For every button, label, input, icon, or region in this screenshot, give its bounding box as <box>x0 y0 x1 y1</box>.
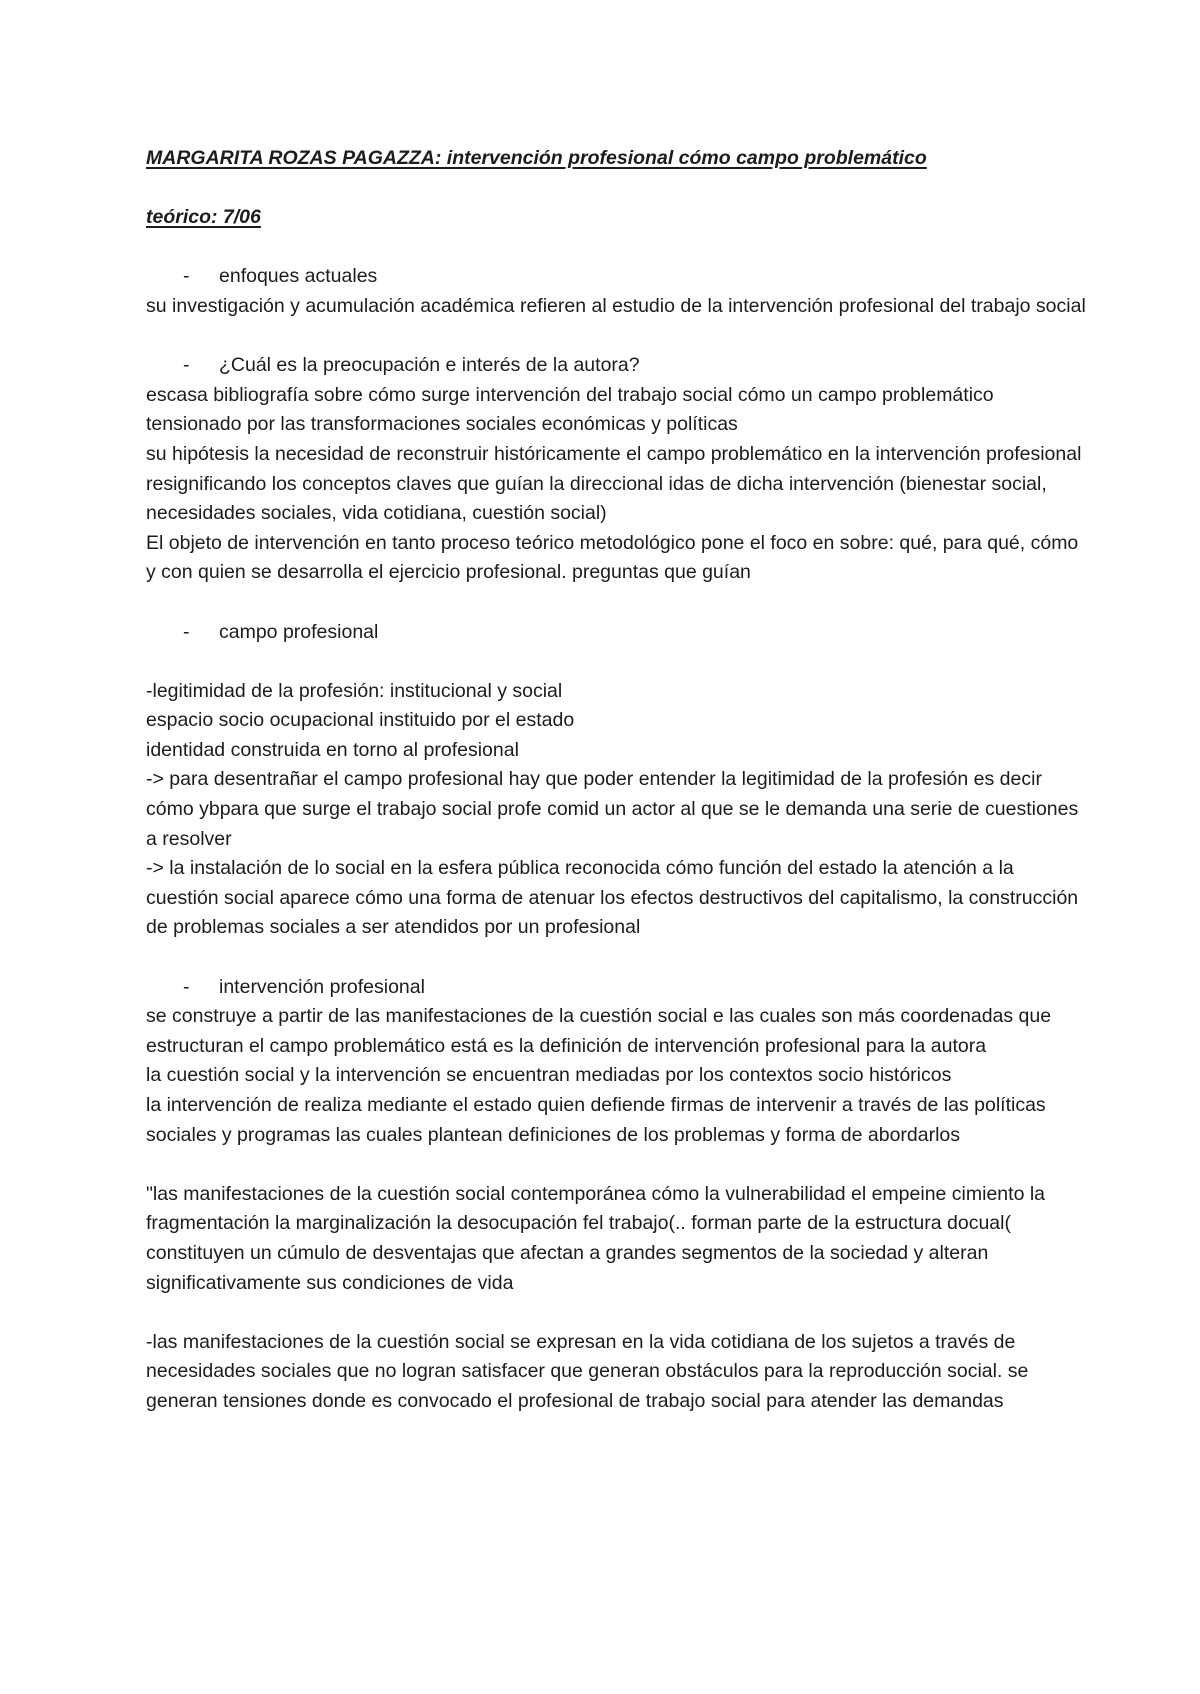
paragraph: El objeto de intervención en tanto proceso teórico metodológico pone el foco en sobre: qué, para qué, cómo y con quien se desarrolla el ejercicio profesional. preguntas que guían <box>146 531 1079 584</box>
section-heading-intervencion-profesional <box>146 973 1086 1003</box>
document-body <box>146 144 1086 1417</box>
section-heading-enfoques-actuales <box>146 262 1086 292</box>
paragraph: identidad construida en torno al profesional <box>146 738 519 761</box>
spacer <box>146 1298 1086 1328</box>
bullet-dash: - <box>183 620 190 643</box>
spacer <box>146 322 1086 352</box>
paragraph: -legitimidad de la profesión: institucional y social <box>146 679 563 702</box>
paragraph: -> la instalación de lo social en la esfera pública reconocida cómo función del estado la atención a la cuestión social aparece cómo una forma de atenuar los efectos destructivos del capitalismo, la construcción de problemas sociales a ser atendidos por un profesional <box>146 857 1079 939</box>
paragraph: escasa bibliografía sobre cómo surge intervención del trabajo social cómo un campo problemático tensionado por las transformaciones sociales económicas y políticas <box>146 383 994 436</box>
spacer <box>146 943 1086 973</box>
section-heading-text: enfoques actuales <box>219 265 378 288</box>
paragraph: su investigación y acumulación académica refieren al estudio de la intervención profesional del trabajo social <box>146 294 1086 317</box>
spacer <box>146 233 1086 263</box>
paragraph: se construye a partir de las manifestaciones de la cuestión social e las cuales son más coordenadas que estructuran el campo problemático está es la definición de intervención profesional para la autora <box>146 1005 1052 1057</box>
paragraph: la intervención de realiza mediante el estado quien defiende firmas de intervenir a través de las políticas sociales y programas las cuales plantean definiciones de los problemas y forma de abordarlos <box>146 1094 1046 1146</box>
spacer <box>146 174 1086 204</box>
paragraph: -las manifestaciones de la cuestión social se expresan en la vida cotidiana de los sujetos a través de necesidades sociales que no logran satisfacer que generan obstáculos para la reproducción social. se generan tensiones donde es convocado el profesional de trabajo social para atender las demandas <box>146 1330 1029 1412</box>
paragraph: -> para desentrañar el campo profesional hay que poder entender la legitimidad de la profesión es decir cómo ybpara que surge el trabajo social profe comid un actor al que se le demanda una serie de cuestiones a resolver <box>146 768 1079 850</box>
spacer <box>146 1150 1086 1180</box>
bullet-dash: - <box>183 975 190 998</box>
section-heading-preocupacion-autora <box>146 351 1086 381</box>
quote-paragraph: "las manifestaciones de la cuestión social contemporánea cómo la vulnerabilidad el empeine cimiento la fragmentación la marginalización la desocupación fel trabajo(.. forman parte de la estructura docual( constituyen un cúmulo de desventajas que afectan a grandes segmentos de la sociedad y alteran significativamente sus condiciones de vida <box>146 1182 1046 1294</box>
spacer <box>146 588 1086 618</box>
section-heading-campo-profesional <box>146 618 1086 648</box>
spacer <box>146 647 1086 677</box>
bullet-dash: - <box>183 265 190 288</box>
section-heading-text: intervención profesional <box>219 975 425 998</box>
bullet-dash: - <box>183 354 190 377</box>
paragraph: espacio socio ocupacional instituido por el estado <box>146 709 575 732</box>
paragraph: su hipótesis la necesidad de reconstruir históricamente el campo problemático en la intervención profesional resignificando los conceptos claves que guían la direccional idas de dicha intervención (bienestar social, necesidades sociales, vida cotidiana, cuestión social) <box>146 442 1082 525</box>
paragraph: la cuestión social y la intervención se encuentran mediadas por los contextos socio históricos <box>146 1064 952 1087</box>
section-heading-text: ¿Cuál es la preocupación e interés de la autora? <box>219 354 640 377</box>
section-heading-text: campo profesional <box>219 620 379 643</box>
document-subtitle: teórico: 7/06 <box>146 206 261 229</box>
document-title: MARGARITA ROZAS PAGAZZA: intervención profesional cómo campo problemático <box>146 147 927 169</box>
